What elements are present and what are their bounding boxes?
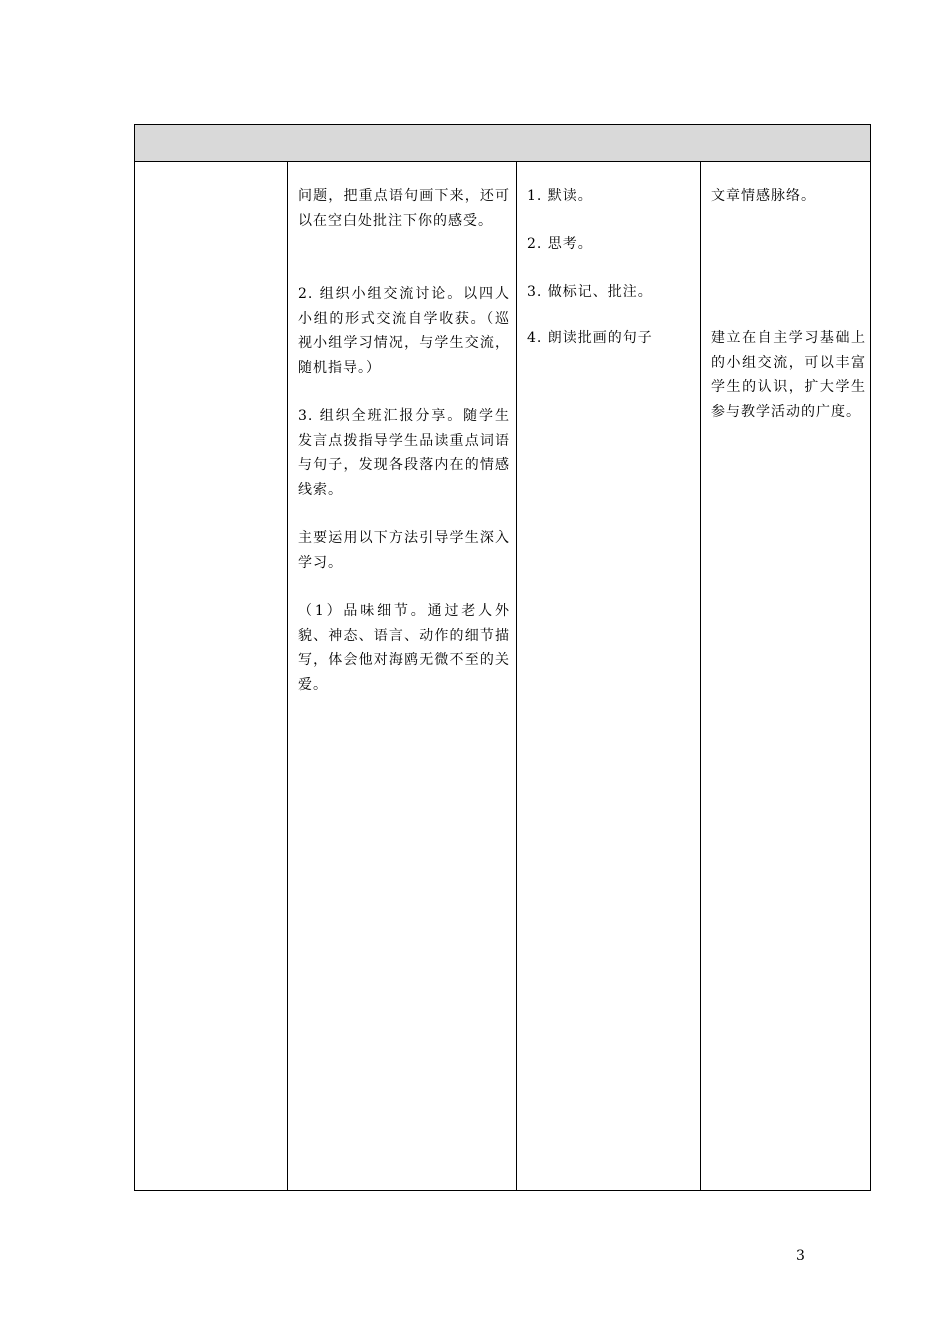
teacher-activity-paragraph: 主要运用以下方法引导学生深入学习。 bbox=[298, 530, 510, 571]
column-design-intent bbox=[701, 162, 870, 1190]
page-number: 3 bbox=[796, 1248, 805, 1264]
lesson-plan-table bbox=[134, 124, 871, 1191]
student-activity-item: 1. 默读。 bbox=[527, 188, 593, 204]
column-student-activity bbox=[517, 162, 701, 1190]
design-intent-paragraph: 建立在自主学习基础上的小组交流，可以丰富学生的认识，扩大学生参与教学活动的广度。 bbox=[711, 330, 866, 420]
student-activity-item: 4. 朗读批画的句子 bbox=[527, 330, 653, 346]
design-intent-paragraph: 文章情感脉络。 bbox=[711, 188, 816, 204]
student-activity-item: 2. 思考。 bbox=[527, 236, 593, 252]
student-activity-item: 3. 做标记、批注。 bbox=[527, 284, 653, 300]
table-header-row bbox=[135, 125, 870, 162]
column-stage bbox=[135, 162, 288, 1190]
teacher-activity-paragraph: （1）品味细节。通过老人外貌、神态、语言、动作的细节描写，体会他对海鸥无微不至的关爱。 bbox=[298, 603, 510, 693]
column-teacher-activity bbox=[288, 162, 517, 1190]
teacher-activity-paragraph: 2. 组织小组交流讨论。以四人小组的形式交流自学收获。（巡视小组学习情况，与学生交流，随机指导。） bbox=[298, 286, 510, 376]
teacher-activity-paragraph: 问题，把重点语句画下来，还可以在空白处批注下你的感受。 bbox=[298, 188, 510, 229]
teacher-activity-paragraph: 3. 组织全班汇报分享。随学生发言点拨指导学生品读重点词语与句子，发现各段落内在的情感线索。 bbox=[298, 408, 510, 498]
